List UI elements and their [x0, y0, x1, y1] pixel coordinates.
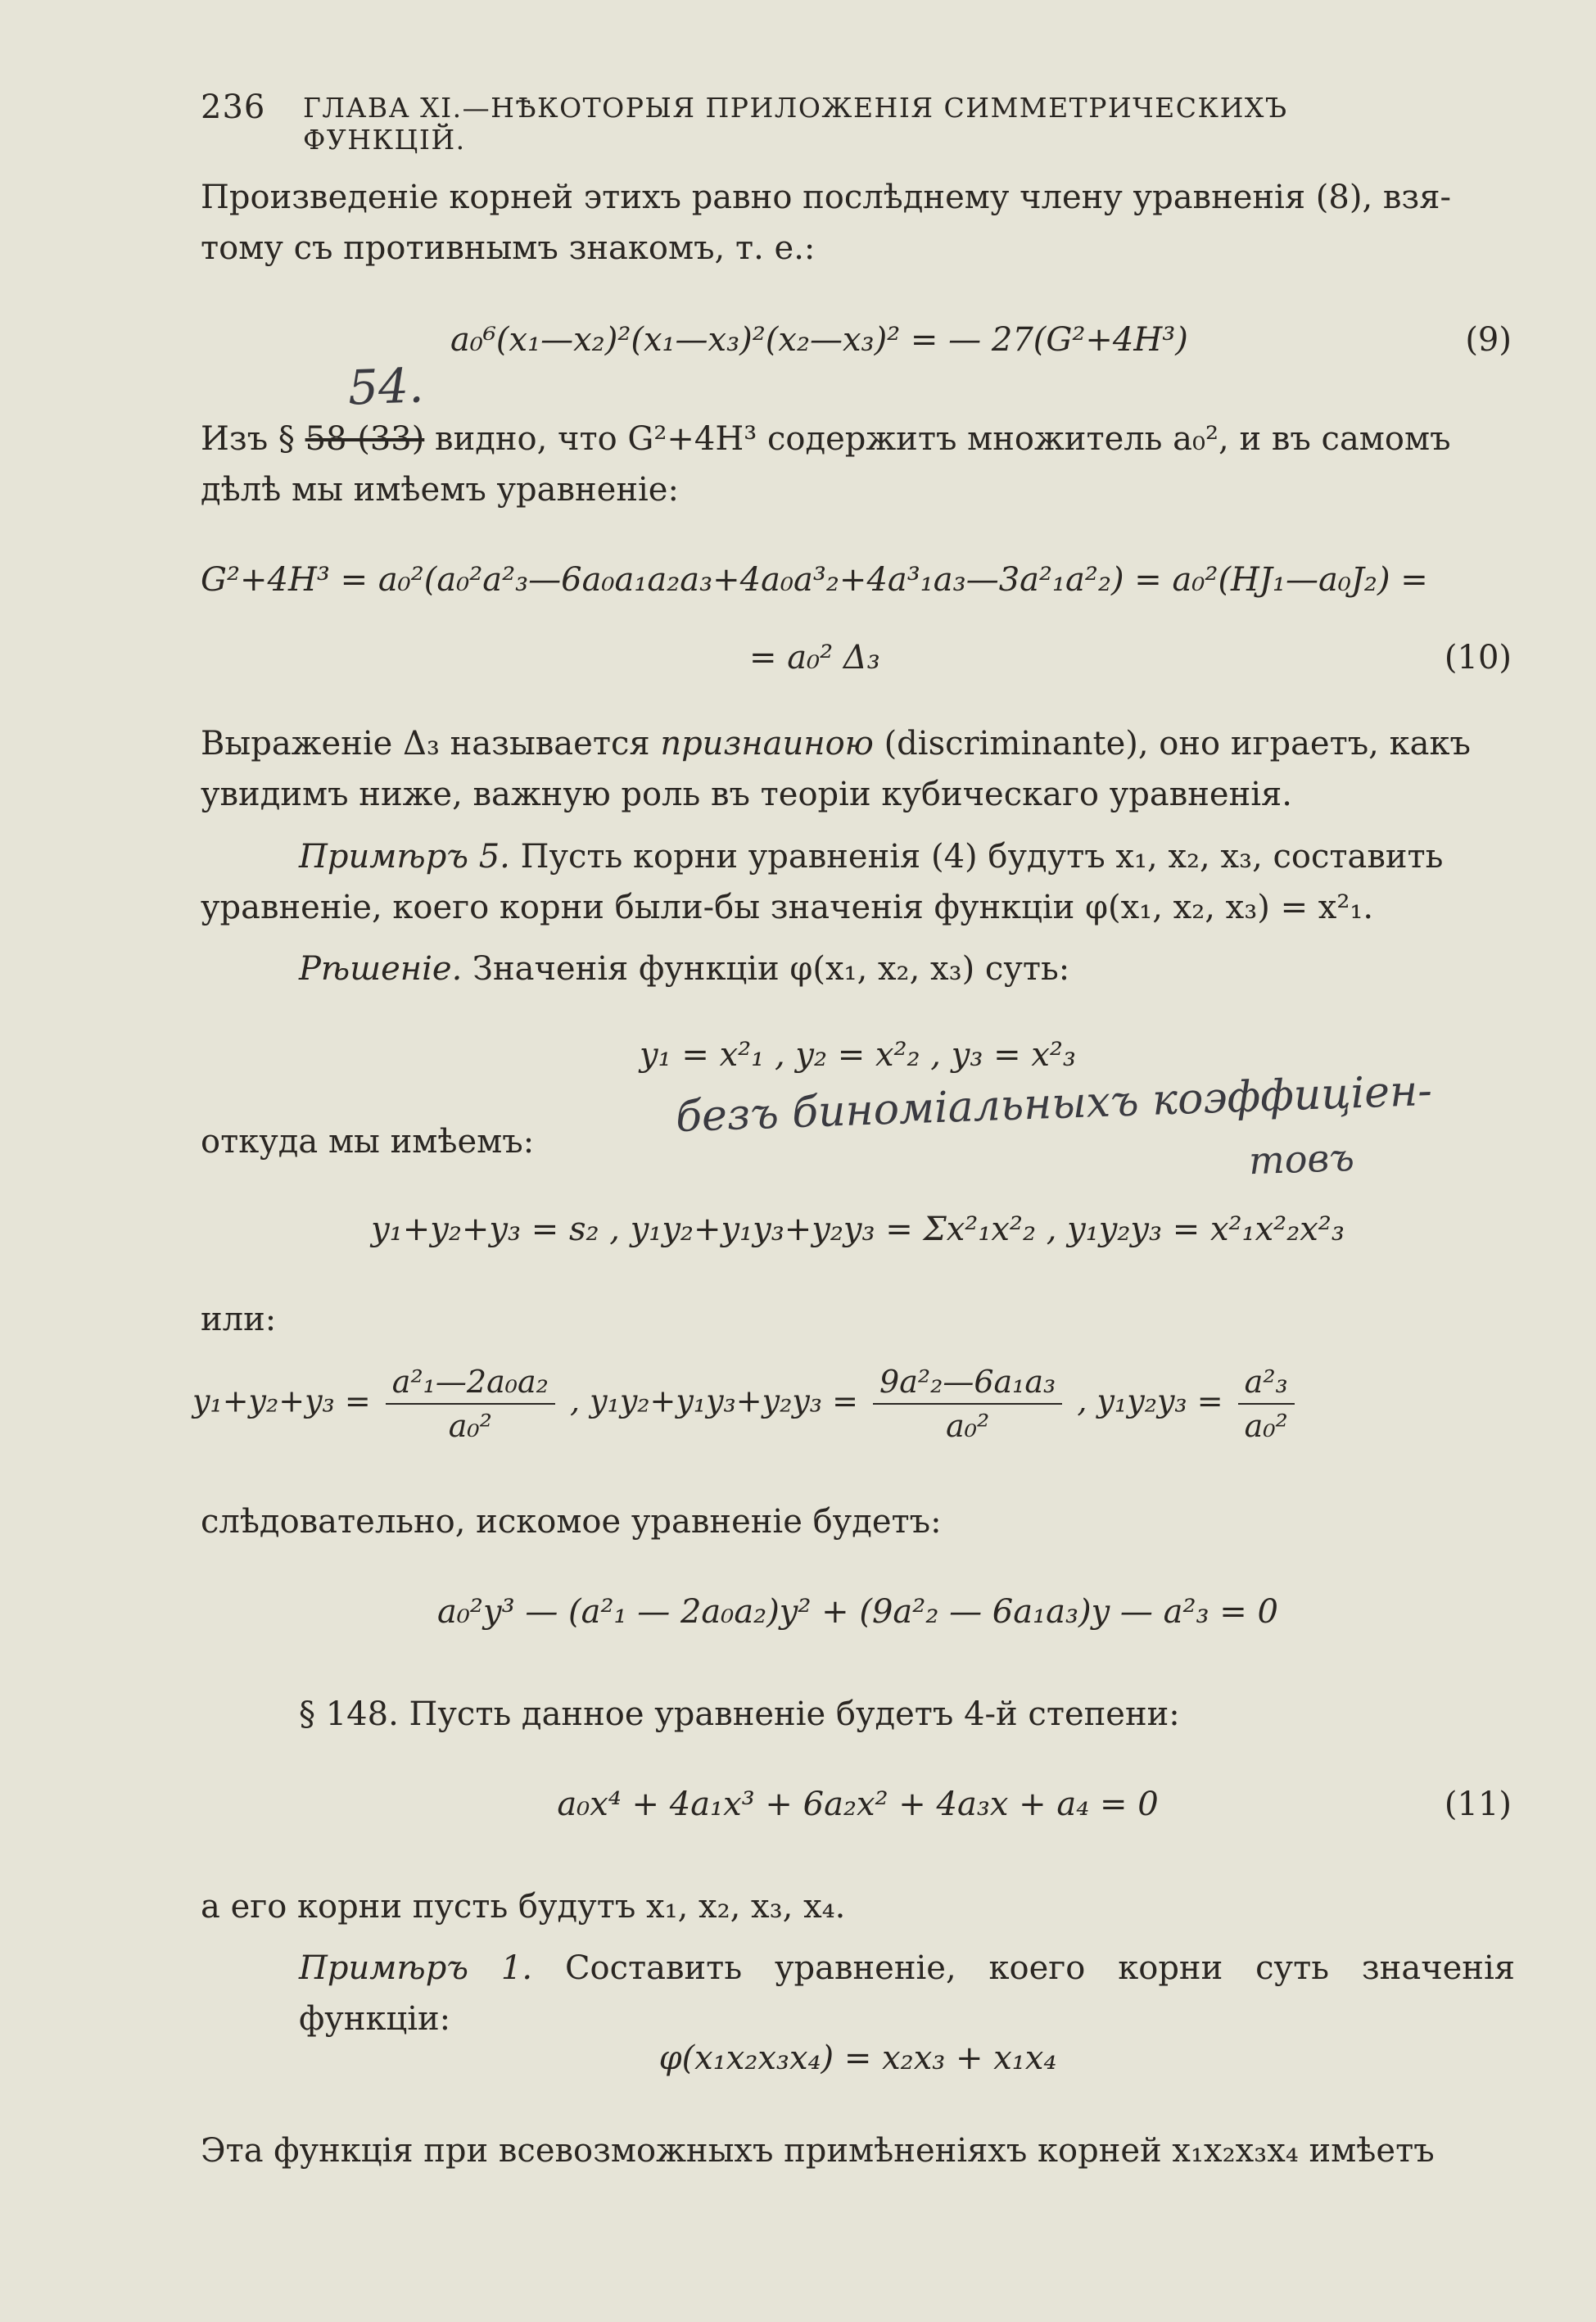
equation-symmetric-sums: y₁+y₂+y₃ = s₂ , y₁y₂+y₁y₃+y₂y₃ = Σx²₁x²₂ , y₁y₂y₃ = x²₁x²₂x²₃	[371, 1211, 1345, 1248]
equation-11: a₀x⁴ + 4a₁x³ + 6a₂x² + 4a₃x + a₄ = 0	[557, 1786, 1159, 1823]
equation-10-line2: = a₀² Δ₃	[749, 639, 880, 677]
paragraph-example-1: Примѣръ 1. Составить уравненіе, коего корни суть значенія функціи:	[299, 1949, 1515, 2038]
text-line: уравненіе, коего корни были-бы значенія функціи φ(x₁, x₂, x₃) = x²₁.	[201, 889, 1374, 926]
equation-resulting-cubic: a₀²y³ — (a²₁ — 2a₀a₂)y² + (9a²₂ — 6a₁a₃)y — a²₃ = 0	[437, 1593, 1278, 1631]
equation-number: (10)	[1444, 639, 1512, 677]
equation-y-values: y₁ = x²₁ , y₂ = x²₂ , y₃ = x²₃	[640, 1036, 1076, 1074]
handwritten-note-line1: безъ биноміальныхъ коэффиціен-	[675, 1066, 1433, 1143]
handwritten-note-line2: товъ	[1248, 1134, 1355, 1184]
paragraph-function-values: Эта функція при всевозможныхъ примѣненіяхъ корней x₁x₂x₃x₄ имѣетъ	[201, 2132, 1435, 2170]
paragraph-example-5	[201, 831, 1515, 933]
equation-number: (11)	[1444, 1786, 1512, 1823]
running-header	[201, 88, 1400, 156]
equation-number: (9)	[1465, 321, 1512, 359]
paragraph-product-of-roots	[201, 172, 1515, 274]
paragraph-or: или:	[201, 1301, 277, 1338]
example-label: Примѣръ 5.	[299, 838, 510, 876]
paragraph-solution: Рѣшеніе. Значенія функціи φ(x₁, x₂, x₃) суть:	[299, 950, 1070, 988]
page-number: 236	[201, 88, 266, 126]
section-148: § 148. Пусть данное уравненіе будетъ 4-й степени:	[299, 1695, 1180, 1733]
example-label: Примѣръ 1.	[299, 1949, 533, 1987]
paragraph-reference	[201, 414, 1515, 515]
paragraph-roots-quartic: а его корни пусть будутъ x₁, x₂, x₃, x₄.	[201, 1888, 846, 1926]
paragraph-whence: откуда мы имѣемъ:	[201, 1123, 535, 1161]
text-line: увидимъ ниже, важную роль въ теоріи кубическаго уравненія.	[201, 776, 1292, 813]
chapter-title: ГЛАВА XI.—НѢКОТОРЫЯ ПРИЛОЖЕНІЯ СИММЕТРИЧЕСКИХЪ ФУНКЦІЙ.	[303, 92, 1288, 156]
struck-reference: 58 (33)	[305, 420, 425, 458]
equation-fractions: y₁+y₂+y₃ = $\frac{\text{a²₁—2a₀a₂}}{\text{a₀²}}$ , y₁y₂+y₁y₃+y₂y₃ = $\frac{\text{9a²₂—6a₁a₃}}{\text{a₀²}}$ , y₁y₂y₃ = $\frac{\text{a²₃}}{\text{a₀²}}$	[192, 1364, 1519, 1444]
paragraph-consequently: слѣдовательно, искомое уравненіе будетъ:	[201, 1503, 942, 1541]
handwritten-section-correction: 54.	[346, 357, 425, 416]
fraction: $\frac{\text{a²₁—2a₀a₂}}{\text{a₀²}}$	[386, 1364, 555, 1444]
text-line: дѣлѣ мы имѣемъ уравненіе:	[201, 471, 679, 509]
text-line: Произведеніе корней этихъ равно послѣднему члену уравненія (8), взя-	[201, 179, 1451, 216]
term-italic: признаиною	[660, 725, 874, 763]
equation-10-line1: G²+4H³ = a₀²(a₀²a²₃—6a₀a₁a₂a₃+4a₀a³₂+4a³₁a₃—3a²₁a²₂) = a₀²(HJ₁—a₀J₂) =	[201, 561, 1428, 599]
text-line: Примѣръ 5. Пусть корни уравненія (4) будутъ x₁, x₂, x₃, составить	[299, 838, 1444, 876]
solution-label: Рѣшеніе.	[299, 950, 463, 988]
text-line: тому съ противнымъ знакомъ, т. е.:	[201, 229, 816, 267]
text-line: Изъ § 58 (33) видно, что G²+4H³ содержитъ множитель a₀², и въ самомъ	[201, 420, 1451, 458]
fraction: $\frac{\text{a²₃}}{\text{a₀²}}$	[1238, 1364, 1295, 1444]
equation-phi: φ(x₁x₂x₃x₄) = x₂x₃ + x₁x₄	[658, 2039, 1057, 2077]
equation-9: a₀⁶(x₁—x₂)²(x₁—x₃)²(x₂—x₃)² = — 27(G²+4H³)	[450, 321, 1188, 359]
text-line: Выраженіе Δ₃ называется признаиною (discriminante), оно играетъ, какъ	[201, 725, 1471, 763]
paragraph-discriminant	[201, 718, 1515, 820]
fraction: $\frac{\text{9a²₂—6a₁a₃}}{\text{a₀²}}$	[873, 1364, 1062, 1444]
